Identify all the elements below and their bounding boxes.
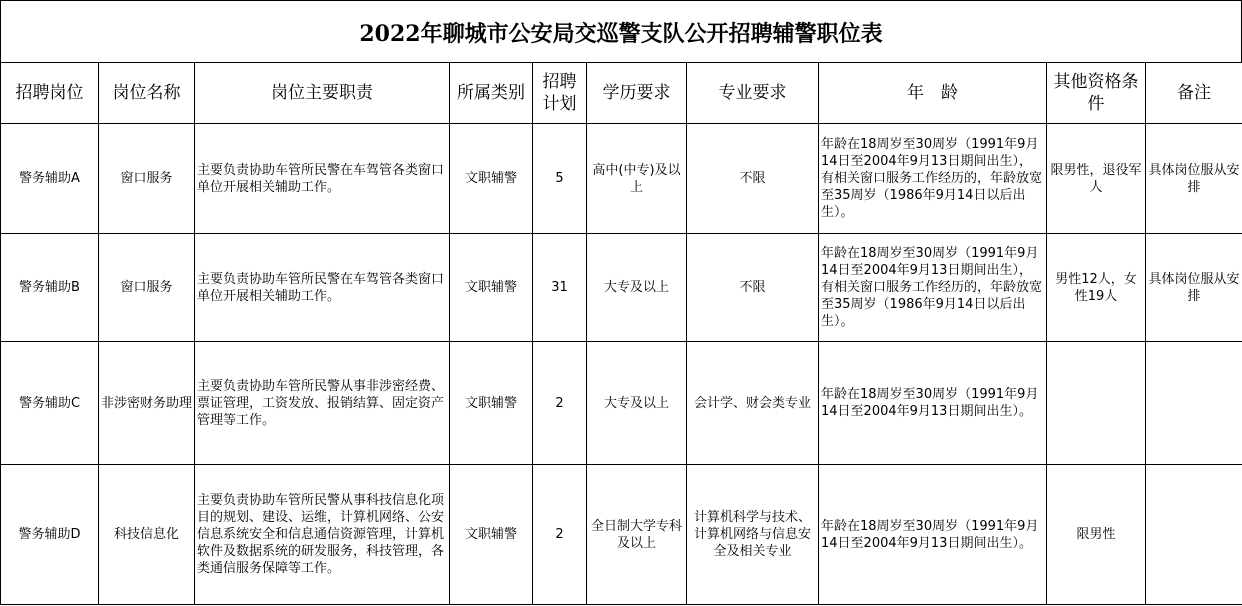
positions-table: [0, 62, 1242, 605]
cell-other: 限男性: [1047, 465, 1146, 605]
cell-duty: 主要负责协助车管所民警从事非涉密经费、票证管理，工资发放、报销结算、固定资产管理等工作。: [195, 342, 450, 465]
cell-post: 警务辅助C: [1, 342, 99, 465]
table-row: [1, 342, 1242, 465]
cell-name: 窗口服务: [99, 234, 195, 342]
cell-name: 窗口服务: [99, 124, 195, 234]
cell-remark: 具体岗位服从安排: [1146, 234, 1242, 342]
header-age: 年 龄: [819, 63, 1047, 124]
header-remark: 备注: [1146, 63, 1242, 124]
header-post: 招聘岗位: [1, 63, 99, 124]
header-duty: 岗位主要职责: [195, 63, 450, 124]
header-education: 学历要求: [587, 63, 687, 124]
cell-duty: 主要负责协助车管所民警从事科技信息化项目的规划、建设、运维，计算机网络、公安信息系统安全和信息通信资源管理，计算机软件及数据系统的研发服务，科技管理，各类通信服务保障等工作。: [195, 465, 450, 605]
table-row: [1, 465, 1242, 605]
cell-post: 警务辅助A: [1, 124, 99, 234]
cell-age: 年龄在18周岁至30周岁（1991年9月14日至2004年9月13日期间出生），有相关窗口服务工作经历的，年龄放宽至35周岁（1986年9月14日以后出生）。: [819, 124, 1047, 234]
cell-other: 限男性，退役军人: [1047, 124, 1146, 234]
cell-plan: 5: [533, 124, 587, 234]
cell-age: 年龄在18周岁至30周岁（1991年9月14日至2004年9月13日期间出生），有相关窗口服务工作经历的，年龄放宽至35周岁（1986年9月14日以后出生）。: [819, 234, 1047, 342]
cell-age: 年龄在18周岁至30周岁（1991年9月14日至2004年9月13日期间出生）。: [819, 342, 1047, 465]
table-row: [1, 124, 1242, 234]
cell-age: 年龄在18周岁至30周岁（1991年9月14日至2004年9月13日期间出生）。: [819, 465, 1047, 605]
header-name: 岗位名称: [99, 63, 195, 124]
cell-education: 高中(中专)及以上: [587, 124, 687, 234]
cell-plan: 31: [533, 234, 587, 342]
cell-duty: 主要负责协助车管所民警在车驾管各类窗口单位开展相关辅助工作。: [195, 124, 450, 234]
header-plan: 招聘计划: [533, 63, 587, 124]
header-row: [1, 63, 1242, 124]
header-major: 专业要求: [687, 63, 819, 124]
cell-name: 科技信息化: [99, 465, 195, 605]
table-title: 2022年聊城市公安局交巡警支队公开招聘辅警职位表: [0, 0, 1242, 63]
cell-major: 不限: [687, 234, 819, 342]
cell-education: 大专及以上: [587, 234, 687, 342]
cell-remark: 具体岗位服从安排: [1146, 124, 1242, 234]
cell-other: [1047, 342, 1146, 465]
cell-major: 会计学、财会类专业: [687, 342, 819, 465]
cell-remark: [1146, 342, 1242, 465]
header-category: 所属类别: [450, 63, 533, 124]
cell-category: 文职辅警: [450, 234, 533, 342]
cell-remark: [1146, 465, 1242, 605]
table-row: [1, 234, 1242, 342]
cell-post: 警务辅助D: [1, 465, 99, 605]
cell-category: 文职辅警: [450, 342, 533, 465]
cell-education: 大专及以上: [587, 342, 687, 465]
cell-major: 计算机科学与技术、计算机网络与信息安全及相关专业: [687, 465, 819, 605]
cell-duty: 主要负责协助车管所民警在车驾管各类窗口单位开展相关辅助工作。: [195, 234, 450, 342]
cell-category: 文职辅警: [450, 124, 533, 234]
cell-name: 非涉密财务助理: [99, 342, 195, 465]
cell-plan: 2: [533, 342, 587, 465]
cell-major: 不限: [687, 124, 819, 234]
cell-other: 男性12人，女性19人: [1047, 234, 1146, 342]
cell-education: 全日制大学专科及以上: [587, 465, 687, 605]
cell-plan: 2: [533, 465, 587, 605]
cell-post: 警务辅助B: [1, 234, 99, 342]
cell-category: 文职辅警: [450, 465, 533, 605]
header-other: 其他资格条件: [1047, 63, 1146, 124]
